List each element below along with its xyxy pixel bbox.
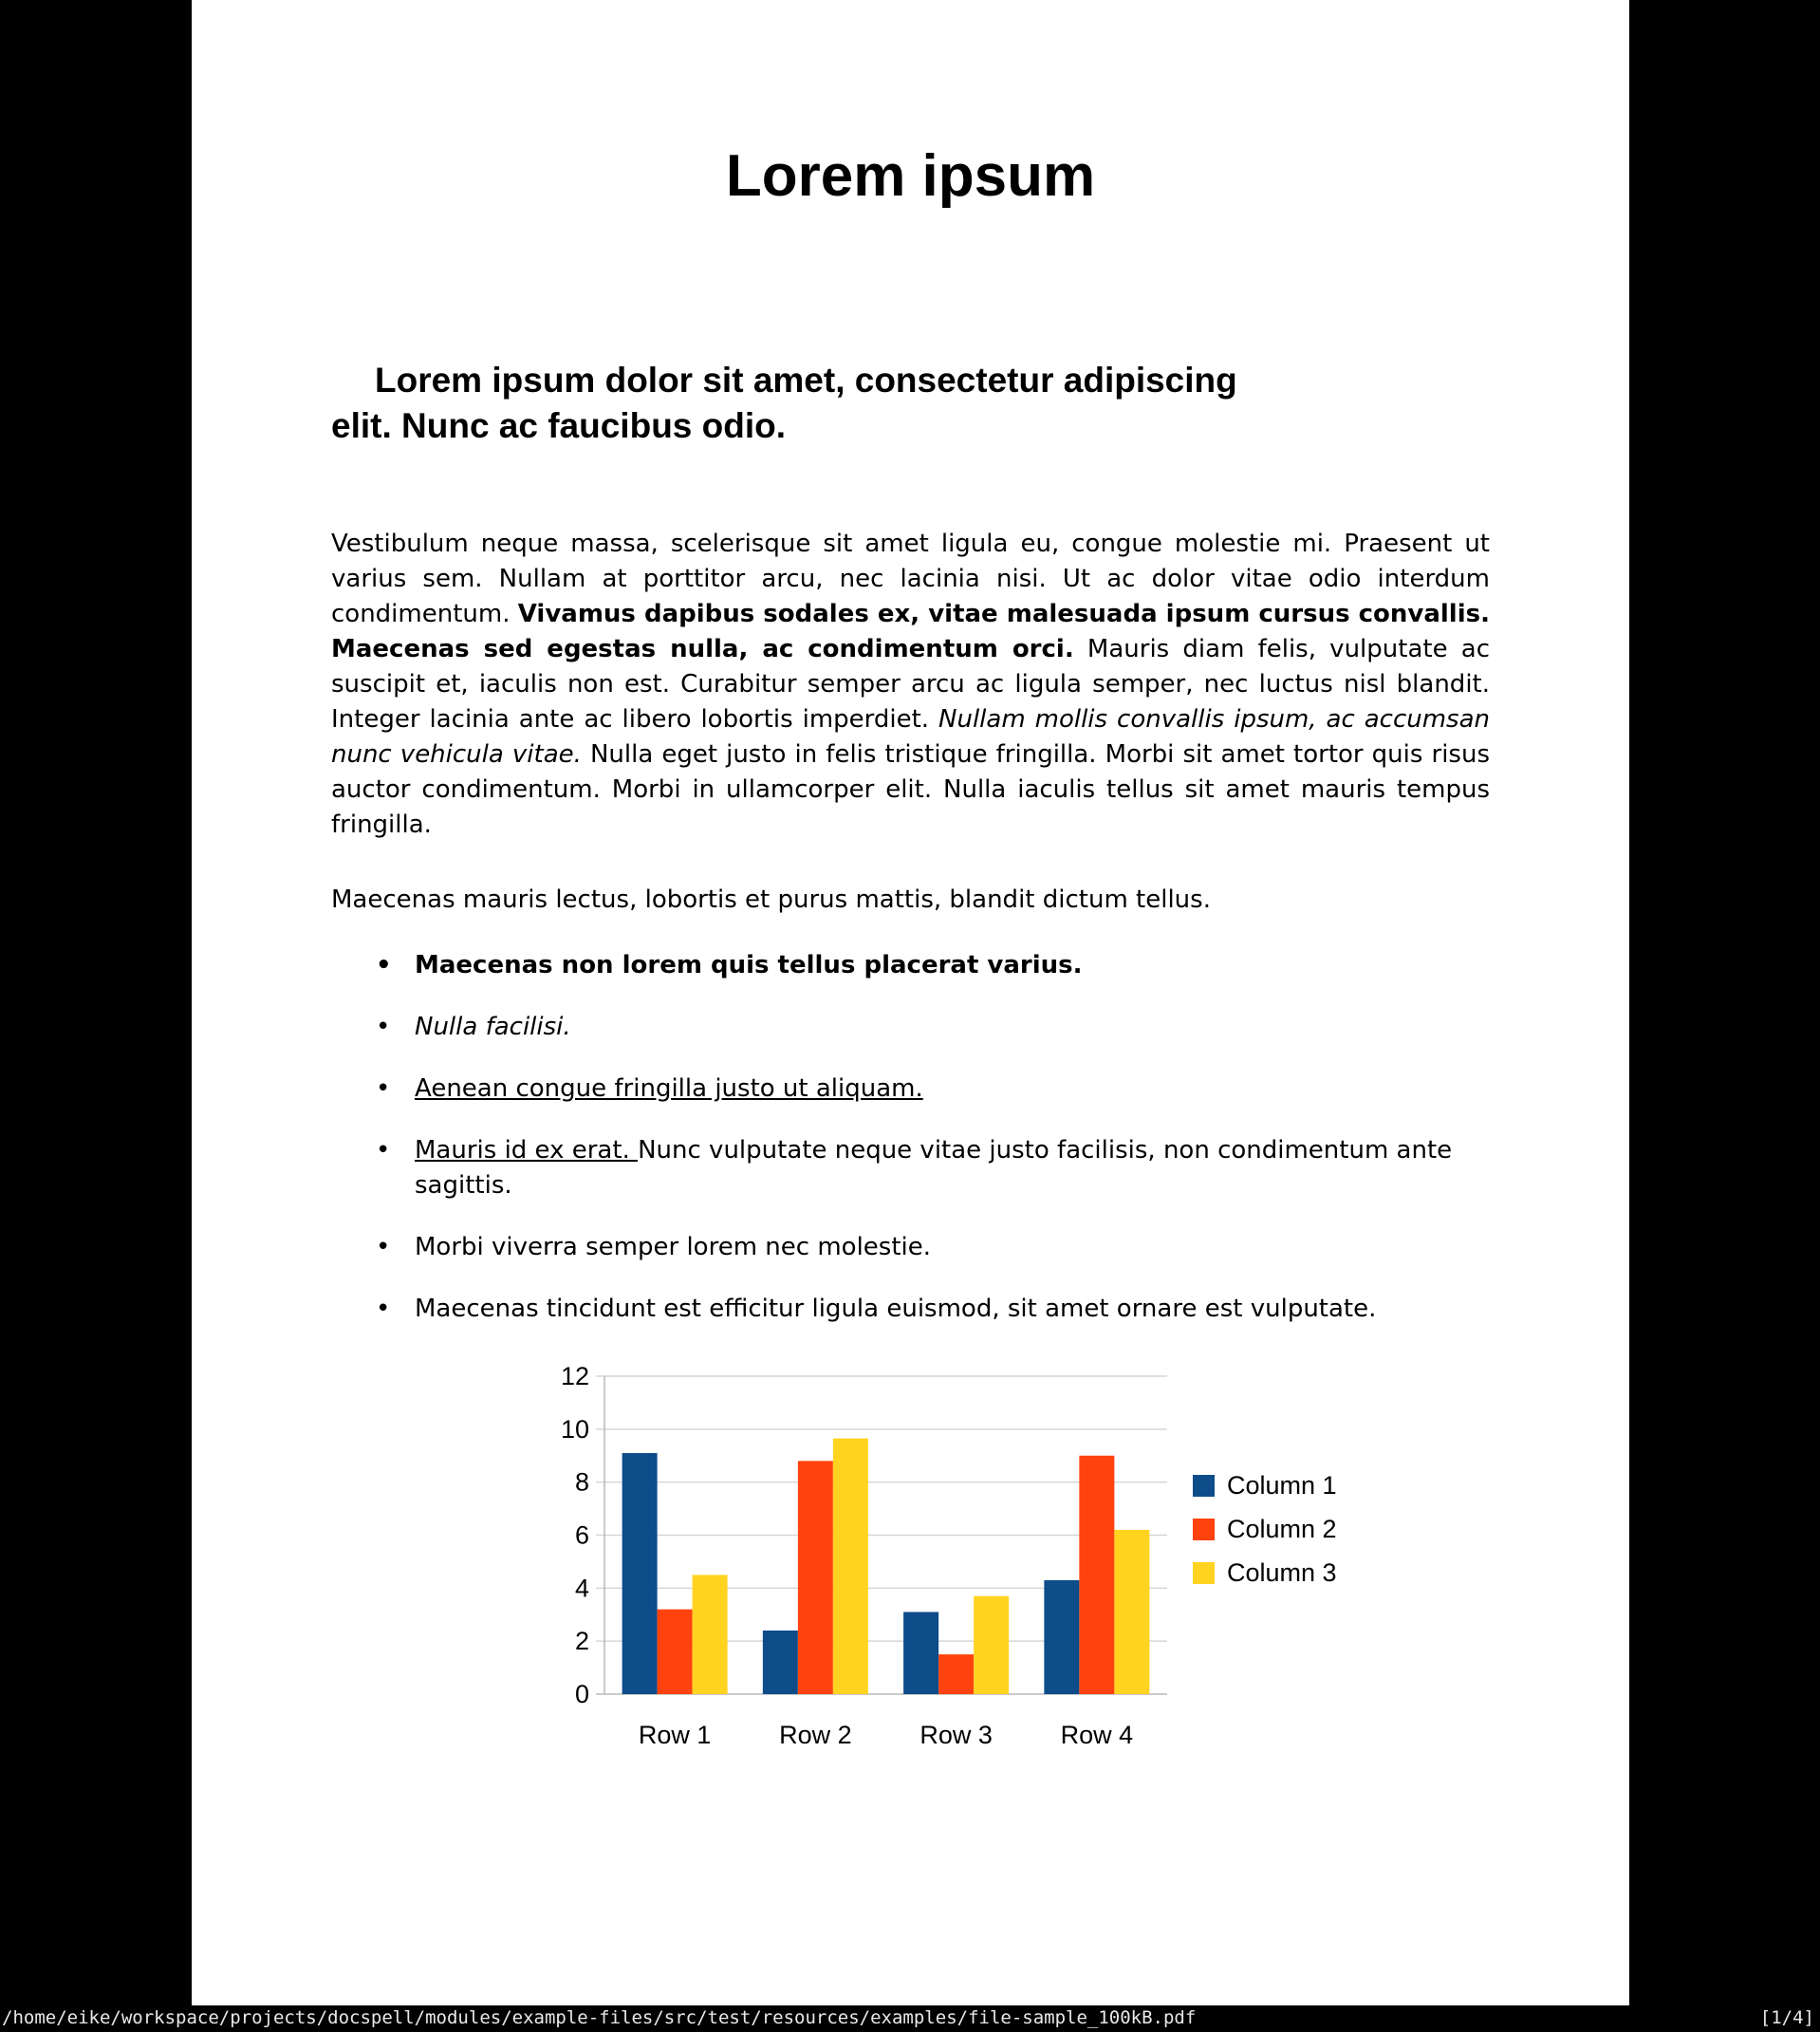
bar-chart-plot (549, 1365, 1176, 1768)
x-tick-label: Row 2 (779, 1721, 852, 1749)
body-paragraph (331, 527, 1490, 843)
legend-entry (1193, 1557, 1337, 1587)
bar-row-4-column-3 (1114, 1530, 1149, 1694)
legend-entry (1193, 1514, 1337, 1543)
paragraph-text: Mauris diam felis, vulputate ac suscipit et, iaculis non est. Curabitur semper arcu ac ligula semper, nec luctus nisl blandit. Integer lacinia ante ac libero lobortis imperdiet. (331, 635, 1490, 734)
bullet-item-4 (331, 1133, 1490, 1203)
x-tick-label: Row 1 (638, 1721, 712, 1749)
chart-legend (1193, 1470, 1337, 1604)
bar-chart (549, 1365, 1490, 1768)
bar-row-3-column-2 (938, 1654, 974, 1694)
legend-swatch-icon (1193, 1519, 1215, 1540)
file-path: /home/eike/workspace/projects/docspell/modules/example-files/src/test/resources/examples/file-sample_100kB.pdf (2, 2007, 1197, 2028)
bar-row-3-column-1 (903, 1612, 938, 1694)
y-tick-label: 10 (560, 1414, 589, 1444)
y-tick-label: 12 (560, 1365, 589, 1390)
legend-label: Column 2 (1227, 1514, 1337, 1543)
heading-line-1: Lorem ipsum dolor sit amet, consectetur adipiscing (375, 361, 1237, 400)
bullet-item-3: • Aenean congue fringilla justo ut aliquam. (331, 1072, 1490, 1107)
bullet-item-1: • Maecenas non lorem quis tellus placerat varius. (331, 948, 1490, 983)
document-page[interactable] (192, 0, 1629, 2005)
y-tick-label: 0 (574, 1680, 589, 1708)
bullet-item-5: • Morbi viverra semper lorem nec molestie. (331, 1230, 1490, 1265)
bar-row-4-column-1 (1044, 1580, 1079, 1694)
heading-line-2: elit. Nunc ac faucibus odio. (331, 406, 787, 445)
bar-row-2-column-2 (798, 1461, 833, 1694)
paragraph-bold-text: Vivamus dapibus sodales ex, vitae malesuada ipsum cursus convallis. Maecenas sed egestas nulla, ac condimentum orci. (331, 600, 1490, 663)
y-tick-label: 4 (574, 1574, 589, 1603)
y-tick-label: 2 (574, 1627, 589, 1656)
bullet-list (331, 948, 1490, 1327)
intro-line: Maecenas mauris lectus, lobortis et purus mattis, blandit dictum tellus. (331, 886, 1211, 914)
viewer-statusbar (0, 2005, 1820, 2032)
document-heading (331, 358, 1490, 449)
bullet-underlined-text: Mauris id ex erat. (415, 1136, 639, 1165)
y-tick-label: 6 (574, 1520, 589, 1550)
bar-row-2-column-1 (763, 1631, 798, 1694)
bullet-item-6: • Maecenas tincidunt est efficitur ligula euismod, sit amet ornare est vulputate. (331, 1292, 1490, 1327)
legend-label: Column 3 (1227, 1557, 1337, 1587)
page-indicator: [1/4] (1759, 2007, 1814, 2028)
bar-row-1-column-1 (622, 1453, 658, 1694)
bullet-item-2: • Nulla facilisi. (331, 1010, 1490, 1045)
bullet-text: Nunc vulputate neque vitae justo facilisis, non condimentum ante sagittis. (415, 1136, 1453, 1200)
bar-row-1-column-3 (693, 1575, 728, 1694)
x-tick-label: Row 3 (919, 1721, 993, 1749)
paragraph-text: Nulla eget justo in felis tristique fringilla. Morbi sit amet tortor quis risus auctor condimentum. Morbi in ullamcorper elit. Nulla iaculis tellus sit amet mauris tempus fringilla. (331, 740, 1490, 839)
bar-row-4-column-2 (1079, 1456, 1114, 1694)
paragraph-italic-text: Nullam mollis convallis ipsum, ac accumsan nunc vehicula vitae. (331, 705, 1490, 769)
legend-label: Column 1 (1227, 1470, 1337, 1500)
bar-row-3-column-3 (974, 1596, 1009, 1694)
legend-entry (1193, 1470, 1337, 1500)
legend-swatch-icon (1193, 1562, 1215, 1584)
document-title: Lorem ipsum (725, 143, 1096, 209)
y-tick-label: 8 (574, 1467, 589, 1497)
bar-row-1-column-2 (658, 1610, 693, 1694)
legend-swatch-icon (1193, 1475, 1215, 1497)
paragraph-text: Vestibulum neque massa, scelerisque sit amet ligula eu, congue molestie mi. Praesent ut varius sem. Nullam at porttitor arcu, nec lacinia nisi. Ut ac dolor vitae odio interdum condimentum. (331, 530, 1490, 628)
bar-row-2-column-3 (833, 1439, 868, 1694)
x-tick-label: Row 4 (1060, 1721, 1134, 1749)
